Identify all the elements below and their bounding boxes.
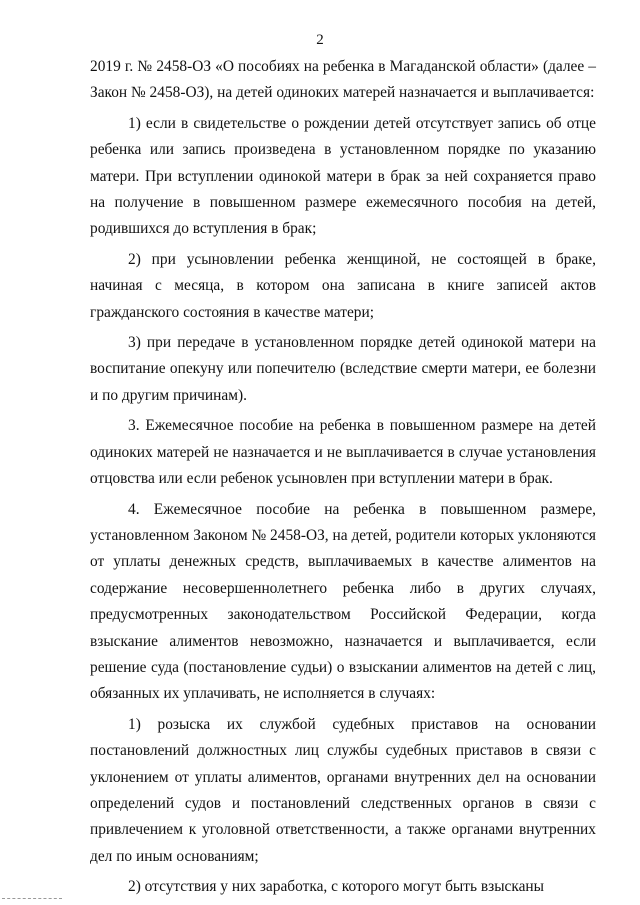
paragraph-item-3: 3) при передаче в установленном порядке детей одинокой матери на воспитание опекуну или попечителю (вследствие смерти матери, ее болезни и по другим причинам).: [90, 334, 596, 404]
paragraph-clause-4: 4. Ежемесячное пособие на ребенка в повышенном размере, установленном Законом № 2458-ОЗ, на детей, родители которых уклоняются от уплаты денежных средств, выплачиваемых в качестве алиментов на содержание несовершеннолетнего ребенка либо в других случаях, предусмотренных законодательством Российской Федерации, когда взыскание алиментов невозможно, назначается и выплачивается, если решение суда (постановление судьи) о взыскании алиментов на детей с лиц, обязанных их уплачивать, не исполняется в случаях:: [90, 500, 596, 703]
paragraph-case-1: 1) розыска их службой судебных приставов на основании постановлений должностных лиц службы судебных приставов в связи с уклонением от уплаты алиментов, органами внутренних дел на основании определений судов и постановлений следственных органов в связи с привлечением к уголовной ответственности, а также органами внутренних дел по иным основаниям;: [90, 715, 596, 865]
document-body: [90, 54, 596, 901]
paragraph-clause-3: 3. Ежемесячное пособие на ребенка в повышенном размере на детей одиноких матерей не назначается и не выплачивается в случае установления отцовства или если ребенок усыновлен при вступлении матери в брак.: [90, 417, 596, 488]
paragraph-item-2: 2) при усыновлении ребенка женщиной, не состоящей в браке, начиная с месяца, в котором она записана в книге записей актов гражданского состояния в качестве матери;: [90, 250, 596, 321]
footer-divider: [2, 898, 62, 899]
paragraph-intro: 2019 г. № 2458-ОЗ «О пособиях на ребенка в Магаданской области» (далее – Закон № 2458-ОЗ), на детей одиноких матерей назначается и выплачивается:: [90, 58, 596, 102]
page-number: 2: [316, 32, 324, 48]
paragraph-item-1: 1) если в свидетельстве о рождении детей отсутствует запись об отце ребенка или запись произведена в установленном порядке по указанию матери. При вступлении одинокой матери в брак за ней сохраняется право на получение в повышенном размере ежемесячного пособия на детей, родившихся до вступления в брак;: [90, 114, 596, 238]
paragraph-case-2: 2) отсутствия у них заработка, с которого могут быть взысканы: [128, 878, 545, 896]
